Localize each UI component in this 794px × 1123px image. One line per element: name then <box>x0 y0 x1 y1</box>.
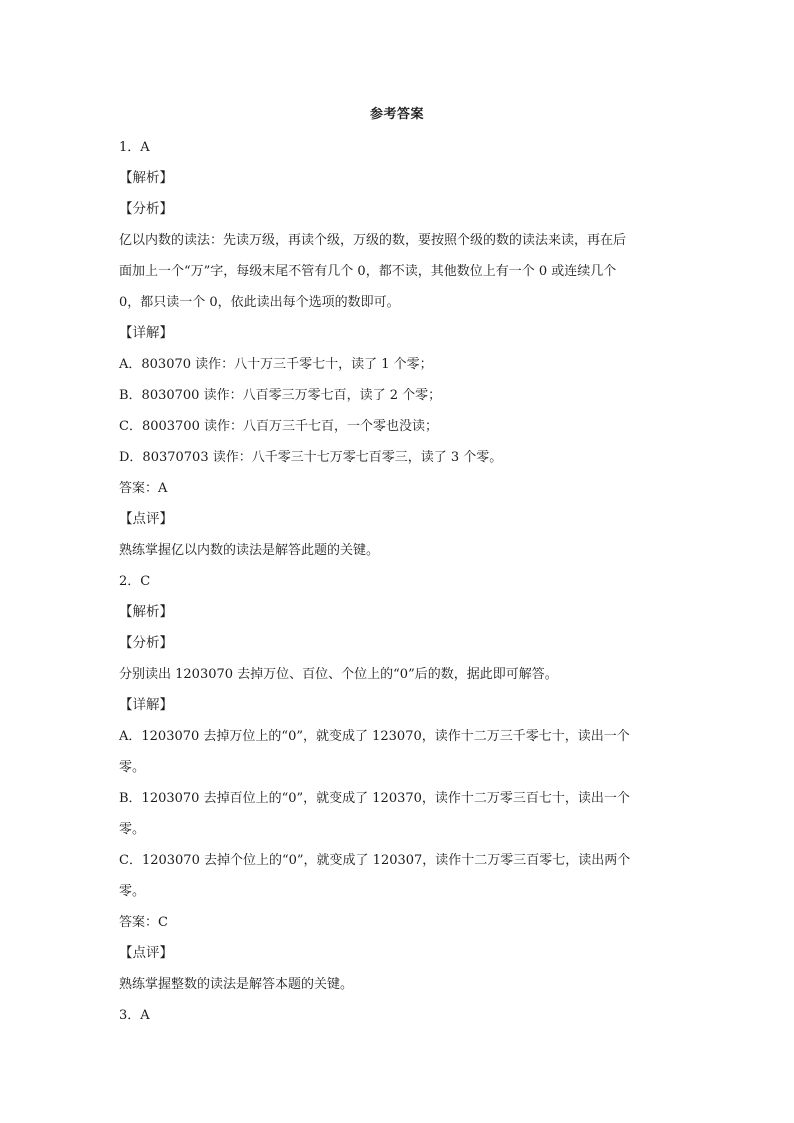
question-1-number: 1．A <box>119 140 150 155</box>
question-2-fenxi-label: 【分析】 <box>119 635 173 651</box>
question-1-fenxi-label: 【分析】 <box>119 201 173 217</box>
question-1-comment-line: 熟练掌握亿以内数的读法是解答此题的关键。 <box>119 543 380 558</box>
question-2-detail-line: C．1203070 去掉个位上的“0”，就变成了 120307，读作十二万零三百零七，读出两个 <box>119 853 631 868</box>
question-2-detail-line: 零。 <box>119 822 146 837</box>
question-1-answer: 答案：A <box>119 481 168 496</box>
question-2-detail-line: 零。 <box>119 760 146 775</box>
question-1-jiexi-label: 【解析】 <box>119 170 173 186</box>
question-1-detail-line: B．8030700 读作：八百零三万零七百，读了 2 个零； <box>119 388 442 403</box>
question-2-comment-label: 【点评】 <box>119 945 173 961</box>
question-2-detail-line: 零。 <box>119 884 146 899</box>
question-1-detail-line: C．8003700 读作：八百万三千七百，一个零也没读； <box>119 419 438 434</box>
question-1-analysis-line: 0，都只读一个 0，依此读出每个选项的数即可。 <box>119 295 400 310</box>
question-1-detail-line: D．80370703 读作：八千零三十七万零七百零三，读了 3 个零。 <box>119 450 503 465</box>
question-2-jiexi-label: 【解析】 <box>119 604 173 620</box>
question-1-analysis-line: 面加上一个“万”字，每级末尾不管有几个 0，都不读，其他数位上有一个 0 或连续几个 <box>119 264 617 279</box>
question-2-number: 2．C <box>119 574 151 589</box>
question-2-analysis-line: 分别读出 1203070 去掉万位、百位、个位上的“0”后的数，据此即可解答。 <box>119 667 558 682</box>
question-2-answer: 答案：C <box>119 915 168 930</box>
question-1-comment-label: 【点评】 <box>119 511 173 527</box>
question-1-detail-label: 【详解】 <box>119 325 173 341</box>
question-3-number: 3．A <box>119 1008 150 1023</box>
question-2-detail-label: 【详解】 <box>119 697 173 713</box>
page-title: 参考答案 <box>369 107 424 122</box>
question-2-comment-line: 熟练掌握整数的读法是解答本题的关键。 <box>119 977 354 992</box>
question-1-analysis-line: 亿以内数的读法：先读万级，再读个级，万级的数，要按照个级的数的读法来读，再在后 <box>119 233 627 248</box>
question-2-detail-line: A．1203070 去掉万位上的“0”，就变成了 123070，读作十二万三千零七十，读出一个 <box>119 729 630 744</box>
question-1-detail-line: A．803070 读作：八十万三千零七十，读了 1 个零； <box>119 357 433 372</box>
answer-content <box>119 132 679 1031</box>
question-2-detail-line: B．1203070 去掉百位上的“0”，就变成了 120370，读作十二万零三百七十，读出一个 <box>119 791 630 806</box>
